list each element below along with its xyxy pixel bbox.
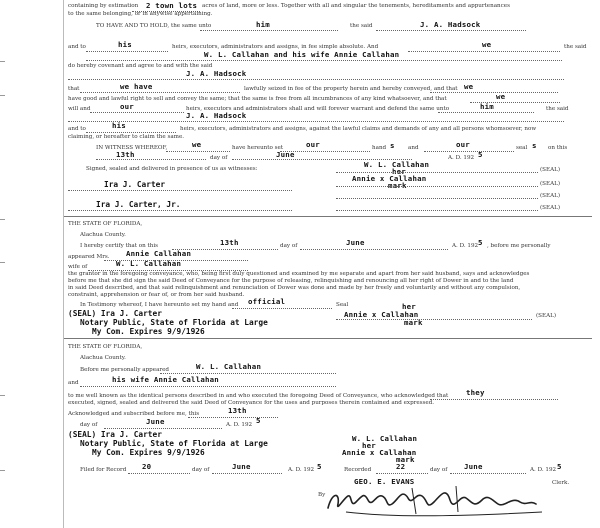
filed-year-prefix: A. D. 192 xyxy=(288,467,315,473)
ack1-signer-her: her xyxy=(402,302,416,311)
ack1-official: official xyxy=(248,297,286,306)
seal-label-1: (SEAL) xyxy=(540,167,561,173)
and-to-label: and to xyxy=(68,44,86,50)
grantor2-mark: mark xyxy=(388,181,407,190)
we-have-text: we have xyxy=(120,82,153,91)
the-said-label-2: the said xyxy=(546,106,569,112)
covenantee-name: J. A. Hadsock xyxy=(186,69,247,78)
ack1-year-digit: 5 xyxy=(478,238,483,247)
recorded-label: Recorded xyxy=(344,467,372,473)
grantee-name: J. A. Hadsock xyxy=(420,20,481,29)
witness-day: 13th xyxy=(116,150,135,159)
that-label: that xyxy=(68,86,80,92)
ack2-year-prefix: A. D. 192 xyxy=(226,422,253,428)
filed-month: June xyxy=(232,462,251,471)
ack1-wife-of: wife of xyxy=(68,264,88,270)
ack2-before: Before me personally appeared xyxy=(80,367,169,373)
witness-on-this: on this xyxy=(548,145,568,151)
ack1-year-prefix: A. D. 192 xyxy=(452,243,479,249)
witness-our: our xyxy=(306,140,320,149)
ack2-person1: W. L. Callahan xyxy=(196,362,262,371)
ack2-notary-expires: My Com. Expires 9/9/1926 xyxy=(92,448,205,457)
ack2-county: Alachua County. xyxy=(80,355,126,361)
witness-year-prefix: A. D. 192 xyxy=(448,155,475,161)
habendum-text: TO HAVE AND TO HOLD, the same unto xyxy=(96,23,212,29)
ack1-wife-name: Annie Callahan xyxy=(126,249,192,258)
witness-day-label: day of xyxy=(210,155,228,161)
seal-label-2: (SEAL) xyxy=(540,181,561,187)
ack1-state: THE STATE OF FLORIDA, xyxy=(68,221,143,227)
his-word-2: his xyxy=(112,121,126,130)
margin-tick xyxy=(0,470,5,471)
grantor2-her: her xyxy=(392,167,406,176)
ack1-day-label: day of xyxy=(280,243,298,249)
witness-and: and xyxy=(408,145,419,151)
clerk-label: Clerk. xyxy=(552,480,570,486)
ack2-year-digit: 5 xyxy=(256,416,261,425)
grantors-names: W. L. Callahan and his wife Annie Callahan xyxy=(204,50,400,59)
ack2-known: to me well known as the identical persons described in and who executed the foregoing Deed of Conveyance, who acknowledged that xyxy=(68,393,449,399)
him-word: him xyxy=(480,102,494,111)
margin-rule xyxy=(63,0,64,528)
seized-text: lawfully seized in fee of the property herein and hereby conveyed, and that xyxy=(244,86,458,92)
recorded-day-label: day of xyxy=(430,467,448,473)
witness-seal-s: s xyxy=(532,141,537,150)
ack2-signer1: W. L. Callahan xyxy=(352,434,418,443)
right-text: have good and lawful right to sell and convey the same; that the same is free from all incumbrances of any kind whatsoever, and that xyxy=(68,96,447,102)
grantor1-signature: W. L. Callahan xyxy=(364,160,430,169)
margin-tick xyxy=(0,95,5,96)
ack1-signer: Annie x Callahan xyxy=(344,310,419,319)
warrant-text: heirs, executors and administrators shall and will forever warrant and defend the same unto xyxy=(186,106,450,112)
ack1-notary-expires: My Com. Expires 9/9/1926 xyxy=(92,327,205,336)
margin-tick xyxy=(0,219,5,220)
clerk-name: GEO. E. EVANS xyxy=(354,477,415,486)
margin-tick xyxy=(0,262,5,263)
ack1-body1: the grantor in the foregoing conveyance, who, being first duly questioned and examined by me separate and apart from her said husband, says and acknowledges xyxy=(68,271,530,277)
will-and-label: will and xyxy=(68,106,91,112)
recorded-day: 22 xyxy=(396,462,406,471)
section-divider-1 xyxy=(64,216,592,217)
witness-we: we xyxy=(192,140,202,149)
we-word: we xyxy=(482,40,492,49)
acres-value: 2 town lots xyxy=(146,1,198,10)
margin-tick xyxy=(0,395,5,396)
witness-month: June xyxy=(276,150,295,159)
witness2-name: Ira J. Carter, Jr. xyxy=(96,200,181,209)
seal-label-3: (SEAL) xyxy=(540,193,561,199)
recorded-month: June xyxy=(464,462,483,471)
ack2-notary-seal: (SEAL) Ira J. Carter xyxy=(68,430,162,439)
witness-seal: seal xyxy=(516,145,528,151)
ack2-they: they xyxy=(466,388,485,397)
warrantee-name: J. A. Hadsock xyxy=(186,111,247,120)
conveyance-line1-post: acres of land, more or less. Together with all and singular the tenements, hereditaments and appurtenances xyxy=(202,3,510,9)
we-right-word: we xyxy=(464,82,474,91)
ack1-appeared: appeared Mrs. xyxy=(68,254,110,260)
and-to-label-2: and to xyxy=(68,126,86,132)
ack2-and: and xyxy=(68,380,79,386)
claims-text-2: claiming, or hereafter to claim the same. xyxy=(68,134,185,140)
grantee-word: him xyxy=(256,20,270,29)
filed-year-digit: 5 xyxy=(317,462,322,471)
witness-hereunto: have hereunto set xyxy=(232,145,284,151)
ack1-testimony: In Testimony whereof, I have hereunto set my hand and xyxy=(80,302,239,308)
heirs-word: his xyxy=(118,40,132,49)
ack1-month: June xyxy=(346,238,365,247)
by-label: By xyxy=(318,492,326,498)
ack1-testimony-seal: Seal xyxy=(336,302,349,308)
section-divider-2 xyxy=(64,338,592,339)
filed-label: Filed for Record xyxy=(80,467,127,473)
recorded-year-prefix: A. D. 192 xyxy=(530,467,557,473)
said-label: the said xyxy=(350,23,373,29)
ack2-signer2-mark: mark xyxy=(396,455,415,464)
witness-our-2: our xyxy=(456,140,470,149)
ack1-body4: constraint, apprehension or fear of, or from her said husband. xyxy=(68,292,245,298)
ack2-subscribed: Acknowledged and subscribed before me, this xyxy=(68,411,200,417)
witness1-name: Ira J. Carter xyxy=(104,180,166,189)
claims-text: heirs, executors, administrators and assigns, against the lawful claims and demands of any and all persons whomsoever, now xyxy=(180,126,537,132)
conveyance-line1-pre: containing by estimation xyxy=(68,3,139,9)
ack2-person2: his wife Annie Callahan xyxy=(112,375,219,384)
ack1-husband: W. L. Callahan xyxy=(116,259,182,268)
grantor2-signature: Annie x Callahan xyxy=(352,174,427,183)
ack1-certify-post: , before me personally xyxy=(487,243,551,249)
deputy-clerk-signature xyxy=(316,478,556,522)
ack2-state: THE STATE OF FLORIDA, xyxy=(68,344,143,350)
recorded-year-digit: 5 xyxy=(557,462,562,471)
conveyance-line2: to the same belonging, or in anywise appertaining. xyxy=(68,11,213,17)
witness-year-digit: 5 xyxy=(478,150,483,159)
witness-hand-s: s xyxy=(390,141,395,150)
ack1-signer-mark: mark xyxy=(404,318,423,327)
filed-day: 20 xyxy=(142,462,152,471)
witness-label: IN WITNESS WHEREOF, xyxy=(96,145,168,151)
ack1-notary-seal: (SEAL) Ira J. Carter xyxy=(68,309,162,318)
we-warrant-word: we xyxy=(496,92,506,101)
ack1-day: 13th xyxy=(220,238,239,247)
ack2-signer2: Annie x Callahan xyxy=(342,448,417,457)
ack1-certify-pre: I hereby certify that on this xyxy=(80,243,159,249)
ack2-signer2-her: her xyxy=(362,441,376,450)
ack2-notary-title: Notary Public, State of Florida at Large xyxy=(80,439,268,448)
ack1-body2: before me that she did sign the said Deed of Conveyance for the purpose of releasing, relinquishing and renouncing all her right of Dower in and to the land xyxy=(68,278,514,284)
witness-hand: hand xyxy=(372,145,387,151)
ack1-county: Alachua County. xyxy=(80,232,126,238)
heirs-text: heirs, executors, administrators and assigns, in fee simple absolute. And xyxy=(172,44,379,50)
seal-label-4: (SEAL) xyxy=(540,205,561,211)
ack2-month: June xyxy=(146,417,165,426)
signed-sealed-line: Signed, sealed and delivered in presence of us as witnesses: xyxy=(86,166,258,172)
ack2-day-label: day of xyxy=(80,422,98,428)
ack2-executed: executed, signed, sealed and delivered the said Deed of Conveyance for the uses and purposes therein contained and expressed. xyxy=(68,400,435,406)
ack2-day: 13th xyxy=(228,406,247,415)
margin-tick xyxy=(0,61,5,62)
ack1-seal-label: (SEAL) xyxy=(536,313,557,319)
our-word: our xyxy=(120,102,134,111)
the-said-label: the said xyxy=(564,44,587,50)
covenant-text: do hereby covenant and agree to and with the said xyxy=(68,63,213,69)
filed-day-label: day of xyxy=(192,467,210,473)
ack1-notary-title: Notary Public, State of Florida at Large xyxy=(80,318,268,327)
ack1-body3: in said Deed described, and that said relinquishment and renunciation of Dower was done and made by her freely and voluntarily and without any compulsion, xyxy=(68,285,521,291)
